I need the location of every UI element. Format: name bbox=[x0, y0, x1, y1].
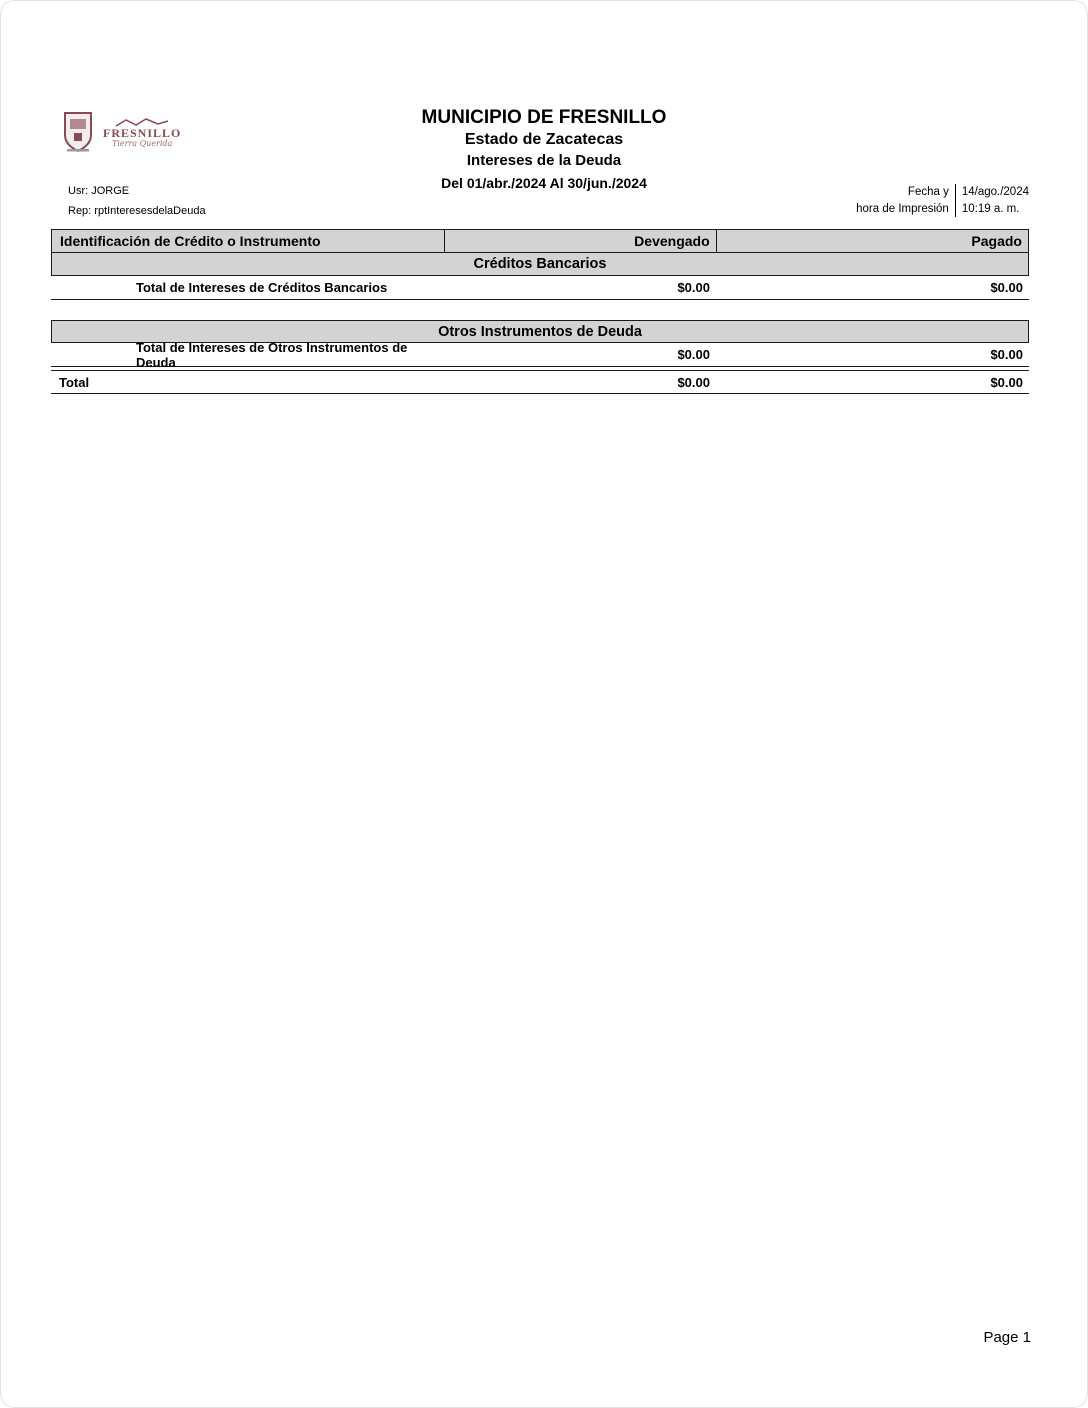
interest-table bbox=[51, 229, 1029, 394]
section-gap bbox=[51, 300, 1029, 320]
total-label: Total bbox=[59, 374, 90, 390]
print-time: 10:19 a. m. bbox=[961, 202, 1020, 215]
total-pagado-value: $0.00 bbox=[990, 374, 1023, 390]
table-header-row bbox=[51, 229, 1029, 253]
row-pagado-value: $0.00 bbox=[990, 280, 1023, 295]
report-subtitle-name: Intereses de la Deuda bbox=[466, 151, 622, 169]
table-row-grand-total bbox=[51, 370, 1029, 394]
meta-left bbox=[68, 182, 206, 222]
print-date: 14/ago./2024 bbox=[961, 186, 1029, 198]
section-header-creditos-bancarios: Créditos Bancarios bbox=[51, 253, 1029, 276]
section-header-otros-instrumentos: Otros Instrumentos de Deuda bbox=[51, 320, 1029, 343]
total-devengado-value: $0.00 bbox=[677, 374, 710, 390]
row-devengado-value: $0.00 bbox=[677, 280, 710, 295]
table-row-total-creditos-bancarios bbox=[51, 276, 1029, 300]
print-info-labels bbox=[856, 184, 955, 217]
column-header-identificacion: Identificación de Crédito o Instrumento bbox=[60, 233, 321, 249]
page-number: Page 1 bbox=[983, 1329, 1031, 1346]
row-pagado-value: $0.00 bbox=[990, 347, 1023, 362]
row-label: Total de Intereses de Otros Instrumentos de Deuda bbox=[136, 339, 408, 370]
report-period: Del 01/abr./2024 Al 30/jun./2024 bbox=[441, 175, 647, 192]
print-info-values bbox=[956, 184, 1029, 217]
column-header-pagado: Pagado bbox=[716, 230, 1028, 252]
user-label: Usr: JORGE bbox=[68, 185, 130, 197]
column-header-devengado: Devengado bbox=[444, 230, 715, 252]
report-title: MUNICIPIO DE FRESNILLO bbox=[421, 107, 667, 128]
report-subtitle-state: Estado de Zacatecas bbox=[464, 130, 624, 148]
print-info bbox=[856, 184, 1029, 217]
report-id-label: Rep: rptInteresesdelaDeuda bbox=[68, 204, 206, 217]
fresnillo-logo-text: FRESNILLO bbox=[103, 126, 182, 140]
print-label-line1: Fecha y bbox=[907, 186, 949, 198]
title-block bbox=[1, 107, 1087, 191]
row-label: Total de Intereses de Créditos Bancarios bbox=[136, 280, 388, 295]
fresnillo-logo-tagline: Tierra Querida bbox=[112, 139, 173, 148]
print-label-line2: hora de Impresión bbox=[856, 202, 949, 215]
table-row-total-otros-instrumentos bbox=[51, 339, 1029, 370]
row-devengado-value: $0.00 bbox=[677, 347, 710, 362]
